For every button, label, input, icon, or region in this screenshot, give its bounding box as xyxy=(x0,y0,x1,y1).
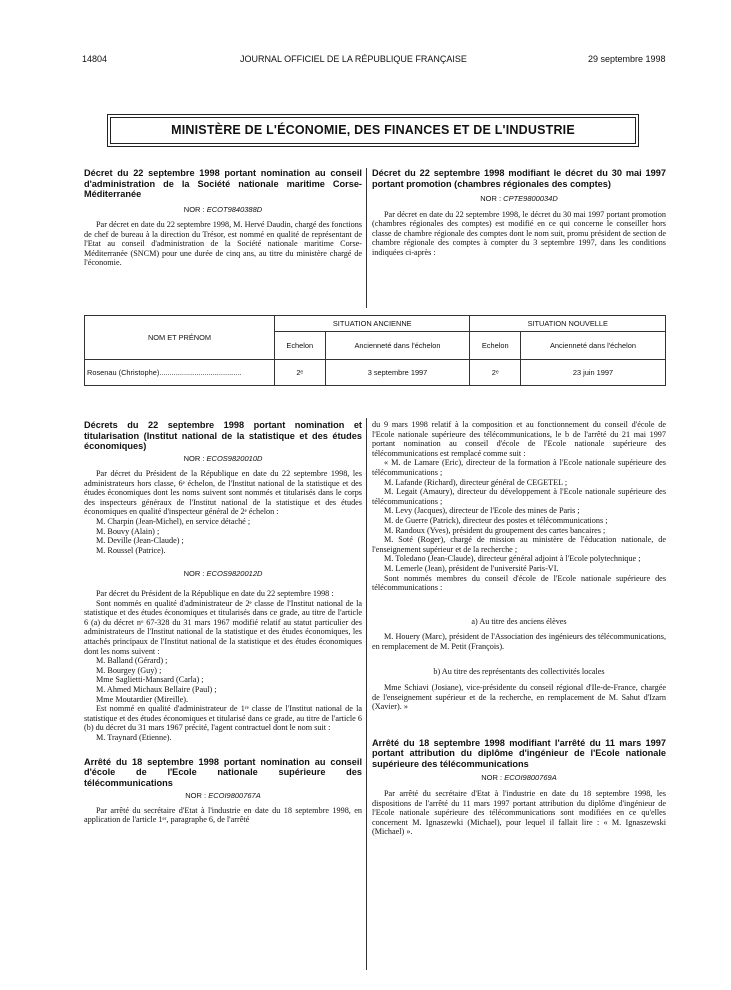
decree-body: Par décret en date du 22 septembre 1998, M. Hervé Daudin, chargé des fonctions de chef de bureau à la direction du Trésor, est nommé en qualité de représentant de l'Etat au conseil d'administration de la Société nationale maritime Corse-Méditerranée (SNCM) pour une durée de cinq ans, au titre du ministère chargé de l'économie. xyxy=(84,220,362,268)
promotion-table xyxy=(84,315,666,386)
paragraph: M. Houery (Marc), président de l'Association des ingénieurs des télécommunications, en remplacement de M. Petit (François). xyxy=(372,632,666,651)
issue-date: 29 septembre 1998 xyxy=(588,54,666,64)
list-item: M. Bouvy (Alain) ; xyxy=(96,526,160,536)
list-item: M. Roussel (Patrice). xyxy=(96,545,166,555)
paragraph: du 9 mars 1998 relatif à la composition et au fonctionnement du conseil d'école de l'Ecole nationale supérieure des télécommunications, le b de l'arrêté du 21 mai 1997 portant nomination au conseil d'école de l'Ecole nationale supérieure des télécommunications est remplacé comme suit : xyxy=(372,420,666,458)
new-situation-header: SITUATION NOUVELLE xyxy=(470,316,666,332)
col-name-header: NOM ET PRÉNOM xyxy=(85,316,275,360)
paragraph: Par arrêté du secrétaire d'Etat à l'industrie en date du 18 septembre 1998, en application de l'article 1ᵉʳ, paragraphe 6, de l'arrêté xyxy=(84,805,362,825)
nor-reference: NOR : ECOS9820010D xyxy=(183,453,263,463)
paragraph: Mme Schiavi (Josiane), vice-présidente du conseil régional d'Ile-de-France, chargée de l'enseignement supérieur et de la recherche, en remplacement de M. Sahut d'Izarn (Xavier). » xyxy=(372,683,666,712)
echelon-header: Echelon xyxy=(275,332,326,360)
paragraph: M. Traynard (Etienne). xyxy=(96,732,172,742)
decree-body: Par décret en date du 22 septembre 1998, le décret du 30 mai 1997 portant promotion (chambres régionales des comptes) est modifié en ce qui concerne le conseiller hors classe de chambre régionale des comptes dont le nom suit, promu président de section de chambre régionale des comptes à compter du 3 septembre 1997, dans les conditions indiquées ci-après : xyxy=(372,209,666,257)
person-name: Rosenau (Christophe)........................................ xyxy=(85,360,275,386)
nor-reference: NOR : ECOS9820012D xyxy=(183,569,263,579)
new-date: 23 juin 1997 xyxy=(520,360,665,386)
decree-insee xyxy=(84,420,362,976)
list-item: M. Toledano (Jean-Claude), directeur général adjoint à l'Ecole polytechnique ; xyxy=(384,554,641,564)
list-item: M. Lafande (Richard), directeur général de CEGETEL ; xyxy=(384,477,568,487)
subheading: a) Au titre des anciens élèves xyxy=(471,616,567,626)
journal-title: JOURNAL OFFICIEL DE LA RÉPUBLIQUE FRANÇAISE xyxy=(240,54,467,64)
decree-chambres xyxy=(372,168,666,258)
list-item: M. Lemerle (Jean), président de l'université Paris-VI. xyxy=(384,563,559,573)
new-echelon: 2ᵉ xyxy=(470,360,521,386)
nor-reference: NOR : ECOI9800769A xyxy=(481,773,557,783)
paragraph: Est nommé en qualité d'administrateur de 1ʳᵉ classe de l'Institut national de la statistique et des études économiques et titularisé dans ce grade, au titre de l'article 6 (b) du décret du 31 mars 1967 précité, l'agent contractuel dont le nom suit : xyxy=(84,704,362,733)
old-date: 3 septembre 1997 xyxy=(325,360,470,386)
list-item: M. Levy (Jacques), directeur de l'Ecole des mines de Paris ; xyxy=(384,506,580,516)
column-separator xyxy=(366,168,367,308)
list-item: M. Randoux (Yves), président du groupement des cartes bancaires ; xyxy=(384,525,606,535)
nor-reference: NOR : ECOI9800767A xyxy=(185,791,261,801)
decree-title: Arrêté du 18 septembre 1998 portant nomination au conseil d'école de l'Ecole nationale supérieure des télécommunications xyxy=(84,756,362,788)
column-separator xyxy=(366,418,367,970)
list-item: Mme Saglietti-Mansard (Carla) ; xyxy=(96,675,204,685)
list-item: « M. de Lamare (Eric), directeur de la formation à l'Ecole nationale supérieure des télécommunications ; xyxy=(372,458,666,477)
decree-telecom xyxy=(372,420,666,976)
list-item: M. Charpin (Jean-Michel), en service détaché ; xyxy=(96,517,251,527)
anciennete-header: Ancienneté dans l'échelon xyxy=(520,332,665,360)
decree-title: Décrets du 22 septembre 1998 portant nomination et titularisation (Institut national de la statistique et des études économiques) xyxy=(84,420,362,451)
echelon-header: Echelon xyxy=(470,332,521,360)
list-item: M. Deville (Jean-Claude) ; xyxy=(96,536,184,546)
list-item: M. Soté (Roger), chargé de mission au ministère de l'éducation nationale, de l'enseignement supérieur et de la recherche ; xyxy=(372,535,666,554)
decree-title: Décret du 22 septembre 1998 portant nomination au conseil d'administration de la Société nationale maritime Corse-Méditerranée xyxy=(84,168,362,199)
decree-title: Décret du 22 septembre 1998 modifiant le décret du 30 mai 1997 portant promotion (chambres régionales des comptes) xyxy=(372,168,666,189)
paragraph: Par décret du Président de la République en date du 22 septembre 1998, les administrateurs hors classe, 6ᵉ échelon, de l'Institut national de la statistique et des études économiques dont les noms suivent sont nommés et titularisés dans le corps des inspecteurs généraux de l'Institut national de la statistique et des études économiques en qualité d'inspecteur général de 2ᵉ échelon : xyxy=(84,469,362,517)
old-echelon: 2ᵉ xyxy=(275,360,326,386)
old-situation-header: SITUATION ANCIENNE xyxy=(275,316,470,332)
decree-sncm xyxy=(84,168,362,268)
paragraph: Sont nommés membres du conseil d'école de l'Ecole nationale supérieure des télécommunications : xyxy=(372,573,666,593)
list-item: M. de Guerre (Patrick), directeur des postes et télécommunications ; xyxy=(384,515,608,525)
ministry-heading: MINISTÈRE DE L'ÉCONOMIE, DES FINANCES ET DE L'INDUSTRIE xyxy=(110,117,636,144)
table-row xyxy=(85,360,666,386)
list-item: M. Legait (Amaury), directeur du développement à l'Ecole nationale supérieure des télécommunications ; xyxy=(372,487,666,506)
subheading: b) Au titre des représentants des collectivités locales xyxy=(433,667,605,677)
anciennete-header: Ancienneté dans l'échelon xyxy=(325,332,470,360)
paragraph: Sont nommés en qualité d'administrateur de 2ᵉ classe de l'Institut national de la statistique et des études économiques et titularisés dans ce grade, au titre de l'article 6 (a) du décret nᵒ 67-328 du 31 mars 1967 modifié relatif au statut particulier des administrateurs de l'Institut national de la statistique et des études économiques, les attachés principaux de l'Institut national de la statistique et des études économiques dont les noms suivent : xyxy=(84,598,362,656)
decree-title: Arrêté du 18 septembre 1998 modifiant l'arrêté du 11 mars 1997 portant attribution du diplôme d'ingénieur de l'Ecole nationale supérieure des télécommunications xyxy=(372,737,666,769)
paragraph: Par arrêté du secrétaire d'Etat à l'industrie en date du 18 septembre 1998, les dispositions de l'arrêté du 11 mars 1997 portant attribution du diplôme d'ingénieur de l'Ecole nationale supérieure des télécommunications sont modifiées en ce qu'elles concernent M. Ignaszewki (Michael), pour lequel il fallait lire : « M. Ignaszewski (Michael) ». xyxy=(372,788,666,837)
list-item: M. Balland (Gérard) ; xyxy=(96,656,168,666)
list-item: M. Ahmed Michaux Bellaire (Paul) ; xyxy=(96,684,217,694)
list-item: Mme Moutardier (Mireille). xyxy=(96,694,189,704)
nor-reference: NOR : CPTE9800034D xyxy=(480,194,558,203)
paragraph: Par décret du Président de la République en date du 22 septembre 1998 : xyxy=(96,589,334,599)
nor-reference: NOR : ECOT9840388D xyxy=(183,204,263,214)
list-item: M. Bourgey (Guy) ; xyxy=(96,665,162,675)
page-number: 14804 xyxy=(82,54,108,64)
